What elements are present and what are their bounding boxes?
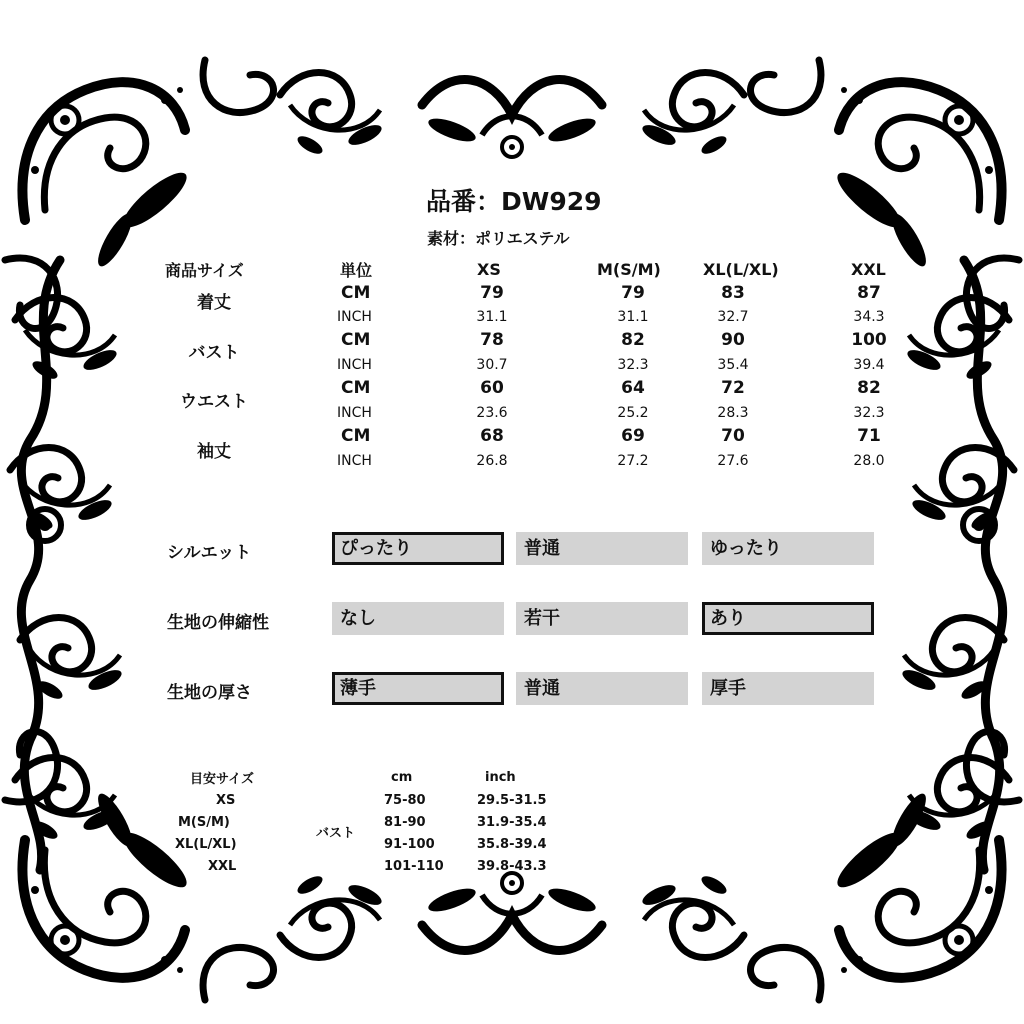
table-cell: 82 bbox=[857, 378, 881, 398]
header-product-size: 商品サイズ bbox=[165, 261, 244, 280]
option-silhouette-fitted: ぴったり bbox=[332, 532, 504, 565]
option-thickness-thin: 薄手 bbox=[332, 672, 504, 705]
table-cell: 28.3 bbox=[717, 405, 749, 421]
guide-inch-value: 29.5-31.5 bbox=[477, 793, 547, 808]
table-cell: 60 bbox=[480, 378, 504, 398]
option-thickness-regular: 普通 bbox=[516, 672, 688, 705]
table-cell: 64 bbox=[621, 378, 645, 398]
table-cell: 32.3 bbox=[853, 405, 885, 421]
option-stretch-slight: 若干 bbox=[516, 602, 688, 635]
row-label-waist: ウエスト bbox=[180, 392, 248, 412]
table-cell: 39.4 bbox=[853, 357, 885, 373]
table-cell: 79 bbox=[480, 283, 504, 303]
unit-inch: INCH bbox=[337, 309, 372, 325]
table-cell: 27.6 bbox=[717, 453, 749, 469]
table-cell: 30.7 bbox=[476, 357, 508, 373]
guide-size: XXL bbox=[208, 859, 237, 874]
guide-cm-value: 81-90 bbox=[384, 815, 426, 830]
option-stretch-none: なし bbox=[332, 602, 504, 635]
unit-cm: CM bbox=[341, 330, 371, 350]
table-cell: 26.8 bbox=[476, 453, 508, 469]
table-cell: 25.2 bbox=[617, 405, 649, 421]
header-unit: 単位 bbox=[340, 261, 373, 280]
product-code: 品番：DW929 bbox=[426, 187, 602, 216]
table-cell: 27.2 bbox=[617, 453, 649, 469]
table-cell: 72 bbox=[721, 378, 745, 398]
guide-inch-header: inch bbox=[485, 770, 516, 785]
guide-cm-value: 75-80 bbox=[384, 793, 426, 808]
option-silhouette-regular: 普通 bbox=[516, 532, 688, 565]
unit-cm: CM bbox=[341, 283, 371, 303]
guide-size: XL(L/XL) bbox=[175, 837, 237, 852]
row-label-sleeve: 袖丈 bbox=[197, 442, 231, 462]
table-cell: 31.1 bbox=[617, 309, 649, 325]
table-cell: 90 bbox=[721, 330, 745, 350]
row-label-length: 着丈 bbox=[197, 293, 231, 313]
unit-inch: INCH bbox=[337, 453, 372, 469]
header-m: M(S/M) bbox=[597, 260, 661, 279]
guide-inch-value: 31.9-35.4 bbox=[477, 815, 547, 830]
guide-cm-value: 91-100 bbox=[384, 837, 435, 852]
header-xs: XS bbox=[477, 260, 501, 279]
table-cell: 68 bbox=[480, 426, 504, 446]
option-thickness-thick: 厚手 bbox=[702, 672, 874, 705]
table-cell: 87 bbox=[857, 283, 881, 303]
header-xxl: XXL bbox=[851, 260, 886, 279]
table-cell: 23.6 bbox=[476, 405, 508, 421]
unit-cm: CM bbox=[341, 426, 371, 446]
table-cell: 82 bbox=[621, 330, 645, 350]
attribute-label-thickness: 生地の厚さ bbox=[167, 683, 252, 703]
table-cell: 28.0 bbox=[853, 453, 885, 469]
material-label: 素材：ポリエステル bbox=[427, 229, 570, 248]
unit-inch: INCH bbox=[337, 357, 372, 373]
table-cell: 32.7 bbox=[717, 309, 749, 325]
guide-size: XS bbox=[216, 793, 236, 808]
table-cell: 79 bbox=[621, 283, 645, 303]
attribute-label-stretch: 生地の伸縮性 bbox=[167, 613, 269, 633]
table-cell: 31.1 bbox=[476, 309, 508, 325]
table-cell: 70 bbox=[721, 426, 745, 446]
guide-title: 目安サイズ bbox=[190, 772, 254, 787]
guide-inch-value: 39.8-43.3 bbox=[477, 859, 547, 874]
table-cell: 34.3 bbox=[853, 309, 885, 325]
option-silhouette-loose: ゆったり bbox=[702, 532, 874, 565]
guide-inch-value: 35.8-39.4 bbox=[477, 837, 547, 852]
guide-cm-header: cm bbox=[391, 770, 413, 785]
table-cell: 100 bbox=[851, 330, 887, 350]
attribute-label-silhouette: シルエット bbox=[167, 543, 252, 563]
table-cell: 83 bbox=[721, 283, 745, 303]
option-stretch-yes: あり bbox=[702, 602, 874, 635]
guide-size: M(S/M) bbox=[178, 815, 230, 830]
table-cell: 69 bbox=[621, 426, 645, 446]
unit-cm: CM bbox=[341, 378, 371, 398]
table-cell: 35.4 bbox=[717, 357, 749, 373]
table-cell: 32.3 bbox=[617, 357, 649, 373]
row-label-bust: バスト bbox=[188, 343, 240, 363]
guide-cm-value: 101-110 bbox=[384, 859, 444, 874]
header-xl: XL(L/XL) bbox=[703, 260, 779, 279]
guide-measure-label: バスト bbox=[316, 826, 356, 841]
table-cell: 78 bbox=[480, 330, 504, 350]
table-cell: 71 bbox=[857, 426, 881, 446]
unit-inch: INCH bbox=[337, 405, 372, 421]
